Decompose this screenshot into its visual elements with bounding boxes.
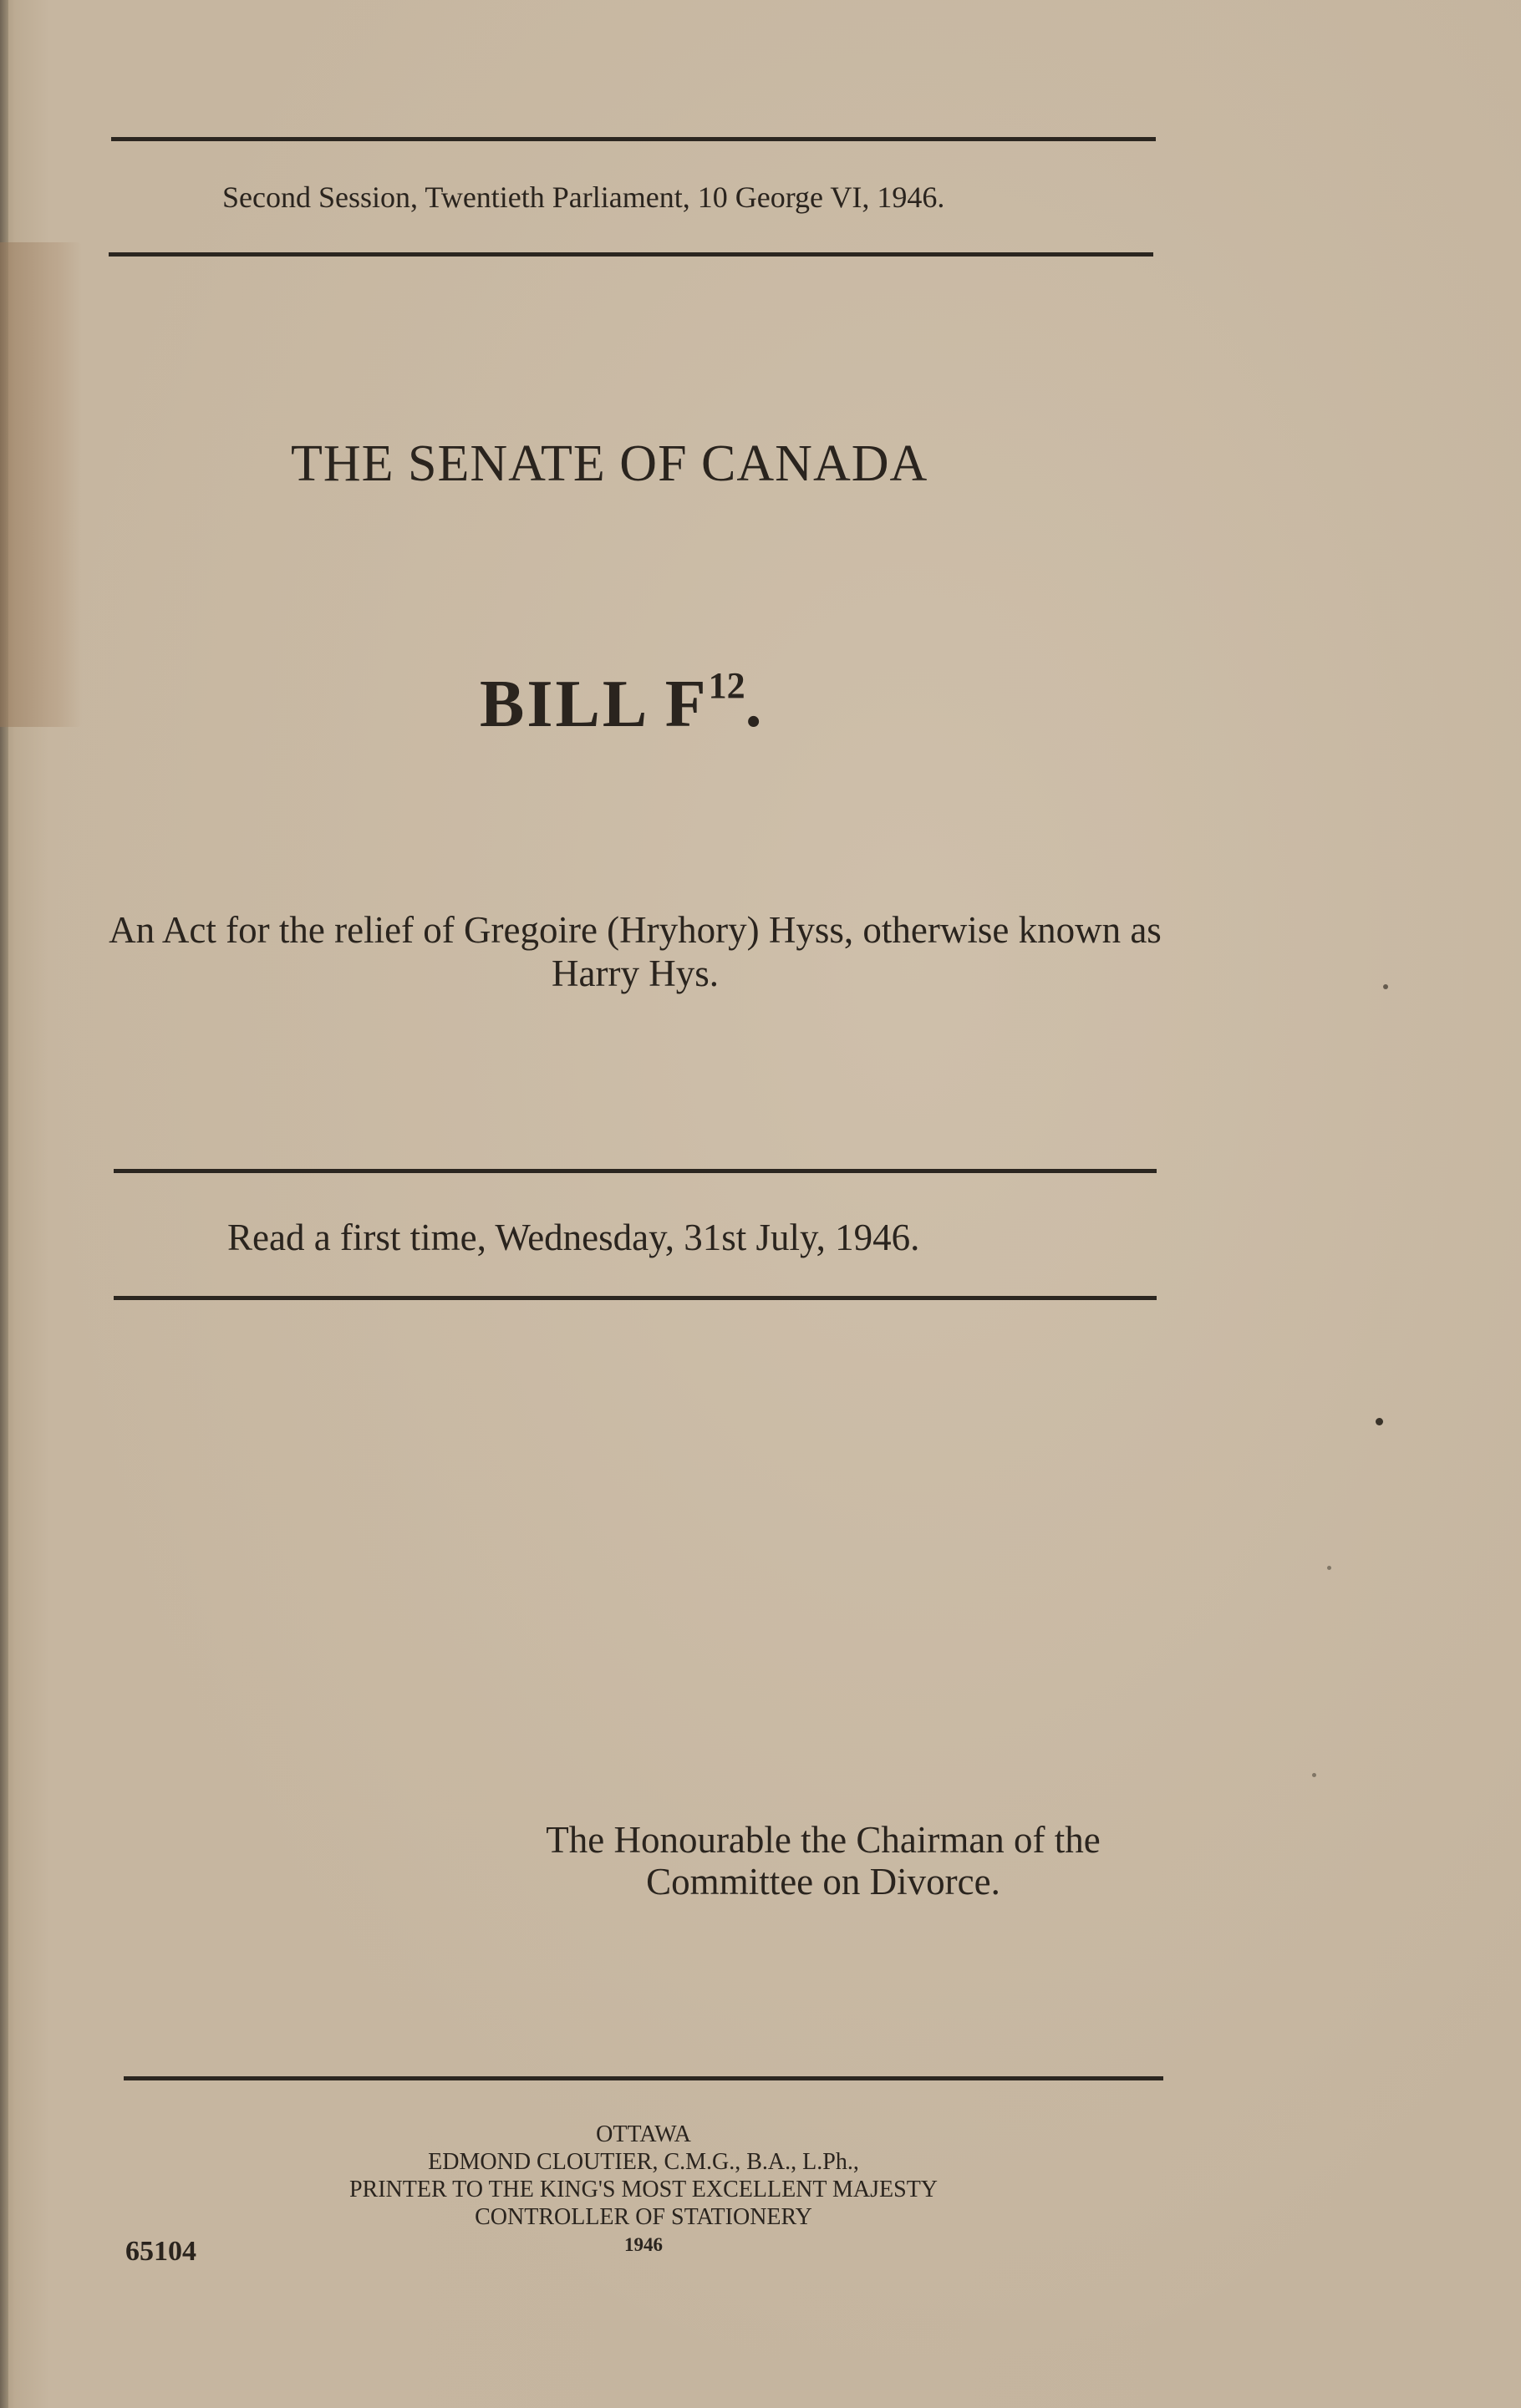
session-line: Second Session, Twentieth Parliament, 10 George VI, 1946. bbox=[222, 180, 945, 214]
imprint-printer: EDMOND CLOUTIER, C.M.G., B.A., L.Ph., bbox=[428, 2149, 859, 2175]
sponsor: The Honourable the Chairman of the Committee on Divorce. bbox=[546, 1819, 1101, 1903]
imprint-office: CONTROLLER OF STATIONERY bbox=[475, 2204, 812, 2230]
bill-superscript: 12 bbox=[708, 665, 745, 706]
ink-speck bbox=[1376, 1418, 1383, 1425]
ink-speck bbox=[1383, 984, 1388, 989]
act-description: An Act for the relief of Gregoire (Hryhory) Hyss, otherwise known as Harry Hys. bbox=[109, 909, 1162, 994]
bill-suffix: . bbox=[745, 668, 765, 741]
document-code: 65104 bbox=[125, 2236, 196, 2267]
header-bottom-rule bbox=[109, 252, 1153, 257]
imprint-title: PRINTER TO THE KING'S MOST EXCELLENT MAJESTY bbox=[348, 2177, 939, 2202]
imprint-city: OTTAWA bbox=[596, 2121, 691, 2147]
bill-prefix: BILL F bbox=[480, 668, 709, 741]
body-title: THE SENATE OF CANADA bbox=[291, 435, 928, 492]
reading-top-rule bbox=[114, 1169, 1157, 1173]
first-reading-date: Read a first time, Wednesday, 31st July, 1946. bbox=[227, 1217, 920, 1258]
tape-stain bbox=[0, 242, 82, 727]
imprint bbox=[209, 2121, 1078, 2258]
bill-number bbox=[480, 664, 765, 743]
imprint-year: 1946 bbox=[624, 2234, 663, 2255]
reading-bottom-rule bbox=[114, 1296, 1157, 1300]
ink-speck bbox=[1327, 1566, 1331, 1570]
imprint-rule bbox=[124, 2076, 1163, 2080]
ink-speck bbox=[1312, 1773, 1316, 1777]
top-rule bbox=[111, 137, 1156, 141]
